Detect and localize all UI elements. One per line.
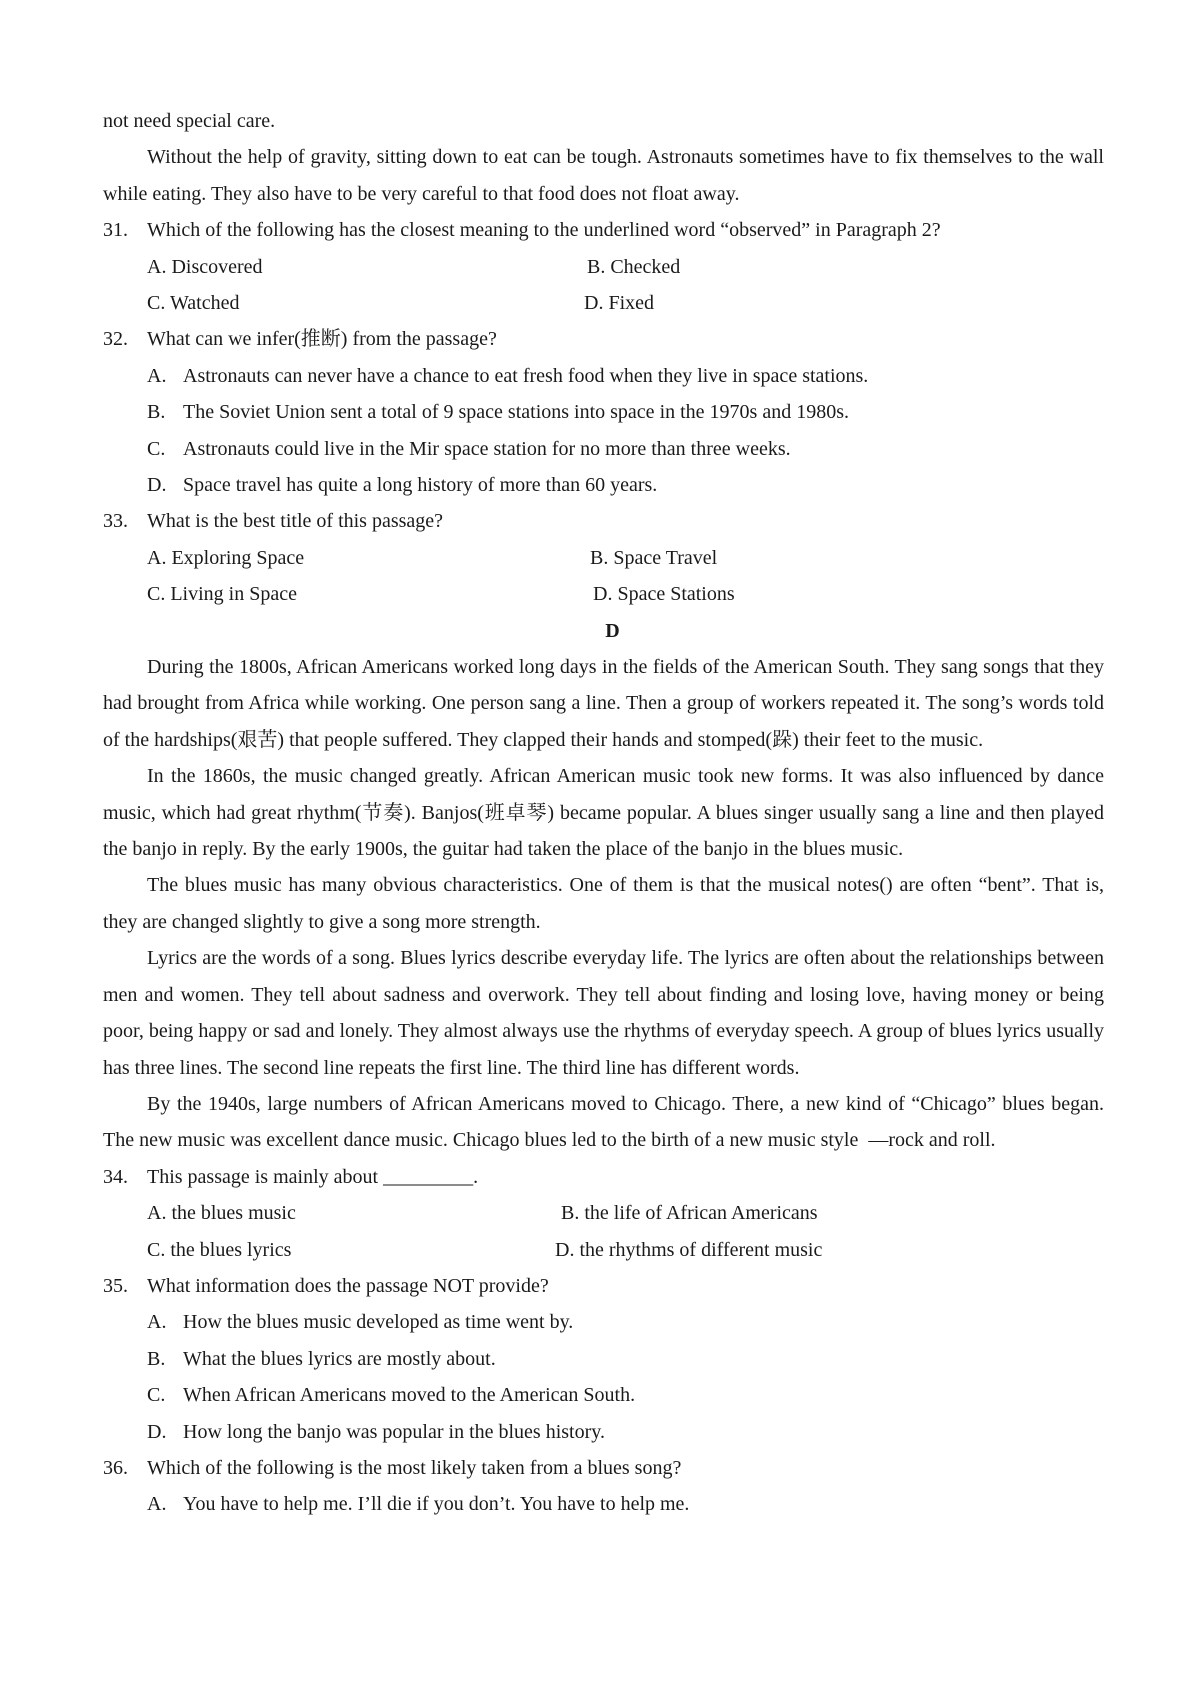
question-35 bbox=[103, 1268, 1104, 1304]
question-text: What information does the passage NOT provide? bbox=[147, 1274, 549, 1297]
option-text: When African Americans moved to the American South. bbox=[183, 1384, 636, 1407]
option-label: D. bbox=[147, 1420, 167, 1443]
options-row bbox=[103, 576, 1104, 612]
option-label: D. bbox=[147, 474, 167, 497]
option-a bbox=[103, 358, 1104, 394]
option-label: C. bbox=[147, 1384, 166, 1407]
option-text: You have to help me. I’ll die if you don’t. You have to help me. bbox=[183, 1493, 690, 1516]
question-text: What can we infer(推断) from the passage? bbox=[147, 328, 497, 351]
option-a: A. Exploring Space bbox=[147, 546, 305, 569]
passage-d-paragraph: By the 1940s, large numbers of African Americans moved to Chicago. There, a new kind of “Chicago” blues began. The new music was excellent dance music. Chicago blues led to the birth of a new music style —rock and roll. bbox=[103, 1092, 1104, 1152]
question-number: 34. bbox=[103, 1165, 128, 1188]
passage-d-paragraph: Lyrics are the words of a song. Blues lyrics describe everyday life. The lyrics are often about the relationships between men and women. They tell about sadness and overwork. They tell about finding and losing love, having money or being poor, being happy or sad and lonely. They almost always use the rhythms of everyday speech. A group of blues lyrics usually has three lines. The second line repeats the first line. The third line has different words. bbox=[103, 947, 1104, 1079]
options-row bbox=[103, 540, 1104, 576]
option-text: Space travel has quite a long history of more than 60 years. bbox=[183, 474, 658, 497]
options-row bbox=[103, 1232, 1104, 1268]
option-a: A. the blues music bbox=[147, 1202, 296, 1225]
section-heading: D bbox=[605, 619, 620, 642]
passage-d-paragraph: During the 1800s, African Americans worked long days in the fields of the American South. They sang songs that they had brought from Africa while working. One person sang a line. Then a group of workers repeated it. The song’s words told of the hardships(艰苦) that people suffered. They clapped their hands and stomped(跺) their feet to the music. bbox=[103, 656, 1104, 751]
option-d bbox=[103, 1414, 1104, 1450]
option-text: What the blues lyrics are mostly about. bbox=[183, 1347, 496, 1370]
question-32 bbox=[103, 321, 1104, 357]
option-a bbox=[103, 1304, 1104, 1340]
question-34 bbox=[103, 1159, 1104, 1195]
options-row bbox=[103, 249, 1104, 285]
question-text: This passage is mainly about _________. bbox=[147, 1165, 479, 1188]
passage-d-paragraph: The blues music has many obvious characteristics. One of them is that the musical notes() are often “bent”. That is, they are changed slightly to give a song more strength. bbox=[103, 874, 1104, 933]
option-text: Astronauts could live in the Mir space station for no more than three weeks. bbox=[183, 437, 791, 460]
option-text: How the blues music developed as time went by. bbox=[183, 1311, 574, 1334]
option-label: A. bbox=[147, 364, 167, 387]
option-text: How long the banjo was popular in the blues history. bbox=[183, 1420, 605, 1443]
options-row bbox=[103, 1195, 1104, 1231]
option-text: The Soviet Union sent a total of 9 space stations into space in the 1970s and 1980s. bbox=[183, 401, 849, 424]
question-text: What is the best title of this passage? bbox=[147, 510, 444, 533]
option-label: B. bbox=[147, 401, 166, 424]
option-label: A. bbox=[147, 1311, 167, 1334]
question-text: Which of the following is the most likely taken from a blues song? bbox=[147, 1456, 682, 1479]
option-b: B. the life of African Americans bbox=[561, 1202, 818, 1225]
passage-c-paragraph: Without the help of gravity, sitting down to eat can be tough. Astronauts sometimes have to fix themselves to the wall while eating. They also have to be very careful to that food does not float away. bbox=[103, 146, 1104, 205]
passage-c-line: not need special care. bbox=[103, 110, 276, 132]
question-number: 33. bbox=[103, 510, 128, 533]
question-number: 31. bbox=[103, 219, 128, 242]
question-33 bbox=[103, 503, 1104, 539]
option-label: A. bbox=[147, 1493, 167, 1516]
option-c: C. the blues lyrics bbox=[147, 1238, 292, 1261]
option-c bbox=[103, 1377, 1104, 1413]
option-a: A. Discovered bbox=[147, 255, 263, 278]
options-row bbox=[103, 285, 1104, 321]
option-b: B. Checked bbox=[587, 255, 681, 278]
option-b bbox=[103, 1341, 1104, 1377]
question-36 bbox=[103, 1450, 1104, 1486]
question-text: Which of the following has the closest meaning to the underlined word “observed” in Paragraph 2? bbox=[147, 219, 941, 242]
option-c bbox=[103, 431, 1104, 467]
option-d: D. Space Stations bbox=[593, 583, 735, 606]
option-text: Astronauts can never have a chance to eat fresh food when they live in space stations. bbox=[183, 364, 869, 387]
question-number: 32. bbox=[103, 328, 128, 351]
option-label: B. bbox=[147, 1347, 166, 1370]
passage-d-paragraph: In the 1860s, the music changed greatly. African American music took new forms. It was also influenced by dance music, which had great rhythm(节奏). Banjos(班卓琴) became popular. A blues singer usually sang a line and then played the banjo in reply. By the early 1900s, the guitar had taken the place of the banjo in the blues music. bbox=[103, 765, 1104, 861]
option-d bbox=[103, 467, 1104, 503]
option-b: B. Space Travel bbox=[590, 546, 718, 569]
option-label: C. bbox=[147, 437, 166, 460]
option-d: D. Fixed bbox=[584, 292, 654, 315]
question-31 bbox=[103, 212, 1104, 248]
question-number: 35. bbox=[103, 1274, 128, 1297]
question-number: 36. bbox=[103, 1456, 128, 1479]
option-a bbox=[103, 1486, 1104, 1522]
option-c: C. Watched bbox=[147, 292, 240, 315]
option-b bbox=[103, 394, 1104, 430]
option-d: D. the rhythms of different music bbox=[555, 1238, 823, 1261]
option-c: C. Living in Space bbox=[147, 583, 297, 606]
